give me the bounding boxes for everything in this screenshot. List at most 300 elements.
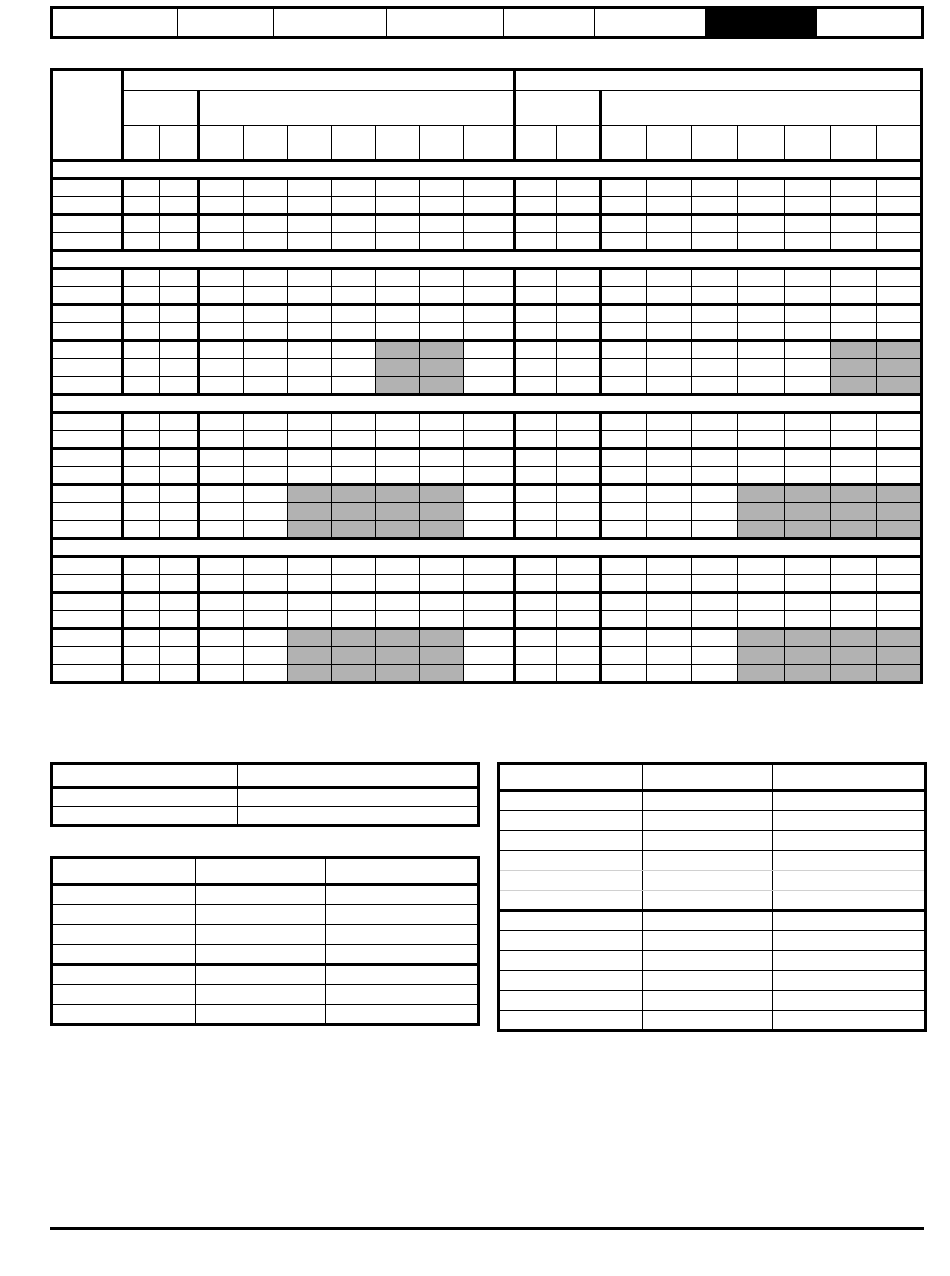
data-cell xyxy=(420,341,464,359)
data-cell xyxy=(420,593,464,611)
data-cell xyxy=(692,323,738,341)
data-cell xyxy=(738,575,785,593)
data-cell xyxy=(160,575,199,593)
data-cell xyxy=(464,431,514,449)
data-cell xyxy=(785,521,830,539)
data-cell xyxy=(830,377,876,395)
data-cell xyxy=(738,665,785,683)
data-cell xyxy=(556,503,600,521)
data-cell xyxy=(123,467,160,485)
table-cell xyxy=(52,1005,196,1025)
table-cell xyxy=(52,925,196,945)
data-cell xyxy=(243,305,287,323)
row-label-cell xyxy=(52,233,123,251)
table-header-cell xyxy=(499,764,643,791)
table-cell xyxy=(326,885,479,905)
data-cell xyxy=(785,611,830,629)
data-cell xyxy=(420,215,464,233)
row-label-cell xyxy=(52,305,123,323)
data-cell xyxy=(692,413,738,431)
data-cell xyxy=(464,233,514,251)
column-header xyxy=(600,126,646,161)
data-cell xyxy=(556,341,600,359)
row-label-cell xyxy=(52,503,123,521)
data-cell xyxy=(123,647,160,665)
data-cell xyxy=(160,233,199,251)
data-cell xyxy=(514,413,556,431)
data-cell xyxy=(692,431,738,449)
data-cell xyxy=(692,179,738,197)
data-cell xyxy=(556,305,600,323)
table-cell xyxy=(643,851,773,871)
table-cell xyxy=(643,931,773,951)
data-cell xyxy=(692,665,738,683)
data-cell xyxy=(646,629,691,647)
data-cell xyxy=(738,521,785,539)
data-cell xyxy=(464,359,514,377)
data-cell xyxy=(331,575,375,593)
data-cell xyxy=(199,431,243,449)
data-cell xyxy=(692,467,738,485)
data-cell xyxy=(785,431,830,449)
data-cell xyxy=(123,557,160,575)
data-cell xyxy=(160,611,199,629)
column-header xyxy=(243,126,287,161)
data-cell xyxy=(514,305,556,323)
table-cell xyxy=(499,991,643,1011)
data-cell xyxy=(738,305,785,323)
data-cell xyxy=(287,557,331,575)
data-cell xyxy=(514,467,556,485)
data-cell xyxy=(199,611,243,629)
data-cell xyxy=(376,611,420,629)
data-cell xyxy=(376,233,420,251)
data-cell xyxy=(600,521,646,539)
data-cell xyxy=(876,611,921,629)
data-cell xyxy=(376,269,420,287)
data-cell xyxy=(331,413,375,431)
data-cell xyxy=(600,197,646,215)
data-cell xyxy=(123,485,160,503)
data-cell xyxy=(376,305,420,323)
data-cell xyxy=(243,341,287,359)
data-cell xyxy=(830,269,876,287)
data-cell xyxy=(692,269,738,287)
data-cell xyxy=(331,233,375,251)
table-cell xyxy=(773,951,926,971)
column-header xyxy=(692,126,738,161)
data-cell xyxy=(738,341,785,359)
table-cell xyxy=(643,791,773,811)
data-cell xyxy=(876,593,921,611)
data-cell xyxy=(600,179,646,197)
data-cell xyxy=(464,215,514,233)
data-cell xyxy=(830,233,876,251)
column-header xyxy=(556,126,600,161)
header-tab-strip xyxy=(50,6,924,39)
data-cell xyxy=(646,449,691,467)
data-cell xyxy=(331,449,375,467)
data-cell xyxy=(420,647,464,665)
row-label-cell xyxy=(52,557,123,575)
data-cell xyxy=(876,179,921,197)
table-cell xyxy=(196,945,326,965)
table-cell xyxy=(52,905,196,925)
data-cell xyxy=(514,665,556,683)
data-cell xyxy=(556,611,600,629)
data-cell xyxy=(556,287,600,305)
data-cell xyxy=(199,377,243,395)
data-cell xyxy=(830,341,876,359)
data-cell xyxy=(600,647,646,665)
data-cell xyxy=(376,179,420,197)
data-cell xyxy=(600,593,646,611)
data-cell xyxy=(199,485,243,503)
data-cell xyxy=(420,557,464,575)
data-cell xyxy=(287,503,331,521)
data-cell xyxy=(420,233,464,251)
table-cell xyxy=(499,851,643,871)
table-cell xyxy=(643,991,773,1011)
data-cell xyxy=(376,413,420,431)
data-cell xyxy=(876,215,921,233)
data-cell xyxy=(785,341,830,359)
table-header-cell xyxy=(773,764,926,791)
data-cell xyxy=(600,611,646,629)
data-cell xyxy=(785,575,830,593)
data-cell xyxy=(199,269,243,287)
header-tab-1 xyxy=(53,9,178,36)
data-cell xyxy=(243,665,287,683)
data-cell xyxy=(785,233,830,251)
table-cell xyxy=(773,831,926,851)
data-cell xyxy=(738,503,785,521)
data-cell xyxy=(243,611,287,629)
data-cell xyxy=(287,215,331,233)
data-cell xyxy=(160,269,199,287)
data-cell xyxy=(738,449,785,467)
data-cell xyxy=(331,305,375,323)
table-cell xyxy=(326,965,479,985)
data-cell xyxy=(287,305,331,323)
data-cell xyxy=(464,449,514,467)
data-cell xyxy=(646,485,691,503)
data-cell xyxy=(646,611,691,629)
data-cell xyxy=(785,449,830,467)
data-cell xyxy=(514,575,556,593)
data-cell xyxy=(199,467,243,485)
data-cell xyxy=(692,629,738,647)
data-cell xyxy=(556,449,600,467)
data-cell xyxy=(556,431,600,449)
data-cell xyxy=(123,503,160,521)
data-cell xyxy=(830,647,876,665)
data-cell xyxy=(876,485,921,503)
data-cell xyxy=(692,575,738,593)
data-cell xyxy=(646,305,691,323)
data-cell xyxy=(830,575,876,593)
section-title-row xyxy=(52,395,922,413)
data-cell xyxy=(376,503,420,521)
data-cell xyxy=(556,197,600,215)
data-cell xyxy=(646,269,691,287)
data-cell xyxy=(692,287,738,305)
main-parameter-table xyxy=(50,68,923,684)
data-cell xyxy=(464,341,514,359)
data-cell xyxy=(376,557,420,575)
row-label-cell xyxy=(52,215,123,233)
data-cell xyxy=(600,629,646,647)
data-cell xyxy=(556,629,600,647)
data-cell xyxy=(123,629,160,647)
data-cell xyxy=(646,521,691,539)
data-cell xyxy=(830,503,876,521)
data-cell xyxy=(331,647,375,665)
data-cell xyxy=(287,611,331,629)
data-cell xyxy=(876,323,921,341)
data-cell xyxy=(876,431,921,449)
data-cell xyxy=(243,521,287,539)
data-cell xyxy=(331,503,375,521)
subgroup-title xyxy=(600,91,921,126)
data-cell xyxy=(160,359,199,377)
data-cell xyxy=(123,233,160,251)
data-cell xyxy=(243,575,287,593)
data-cell xyxy=(243,467,287,485)
data-cell xyxy=(123,575,160,593)
data-cell xyxy=(287,287,331,305)
data-cell xyxy=(646,377,691,395)
data-cell xyxy=(160,593,199,611)
table-cell xyxy=(196,965,326,985)
column-header xyxy=(199,126,243,161)
data-cell xyxy=(600,557,646,575)
data-cell xyxy=(199,413,243,431)
data-cell xyxy=(160,341,199,359)
data-cell xyxy=(830,413,876,431)
table-cell xyxy=(773,1011,926,1031)
data-cell xyxy=(830,179,876,197)
data-cell xyxy=(123,287,160,305)
table-cell xyxy=(643,891,773,911)
data-cell xyxy=(287,467,331,485)
data-cell xyxy=(243,647,287,665)
data-cell xyxy=(738,629,785,647)
data-cell xyxy=(287,431,331,449)
data-cell xyxy=(243,449,287,467)
data-cell xyxy=(464,287,514,305)
data-cell xyxy=(876,467,921,485)
data-cell xyxy=(738,287,785,305)
data-cell xyxy=(600,305,646,323)
data-cell xyxy=(243,233,287,251)
data-cell xyxy=(123,431,160,449)
data-cell xyxy=(830,215,876,233)
data-cell xyxy=(160,413,199,431)
data-cell xyxy=(514,431,556,449)
data-cell xyxy=(376,629,420,647)
data-cell xyxy=(738,593,785,611)
data-cell xyxy=(331,467,375,485)
data-cell xyxy=(600,449,646,467)
data-cell xyxy=(514,611,556,629)
table-cell xyxy=(238,807,479,826)
data-cell xyxy=(420,413,464,431)
table-cell xyxy=(196,925,326,945)
data-cell xyxy=(514,287,556,305)
data-cell xyxy=(876,233,921,251)
data-cell xyxy=(376,449,420,467)
group-title xyxy=(123,70,514,91)
table-cell xyxy=(643,951,773,971)
table-cell xyxy=(773,971,926,991)
data-cell xyxy=(830,431,876,449)
row-label-cell xyxy=(52,323,123,341)
data-cell xyxy=(287,485,331,503)
data-cell xyxy=(785,377,830,395)
data-cell xyxy=(646,197,691,215)
table-cell xyxy=(52,945,196,965)
data-cell xyxy=(738,611,785,629)
table-cell xyxy=(643,1011,773,1031)
data-cell xyxy=(287,179,331,197)
data-cell xyxy=(830,287,876,305)
data-cell xyxy=(331,431,375,449)
data-cell xyxy=(600,503,646,521)
data-cell xyxy=(160,485,199,503)
data-cell xyxy=(123,665,160,683)
table-cell xyxy=(773,791,926,811)
data-cell xyxy=(556,593,600,611)
data-cell xyxy=(243,359,287,377)
data-cell xyxy=(830,665,876,683)
data-cell xyxy=(785,593,830,611)
data-cell xyxy=(199,647,243,665)
data-cell xyxy=(692,521,738,539)
data-cell xyxy=(420,269,464,287)
data-cell xyxy=(123,377,160,395)
data-cell xyxy=(123,269,160,287)
data-cell xyxy=(420,323,464,341)
data-cell xyxy=(514,503,556,521)
data-cell xyxy=(331,521,375,539)
section-title-row xyxy=(52,161,922,179)
data-cell xyxy=(556,323,600,341)
data-cell xyxy=(600,467,646,485)
data-cell xyxy=(600,431,646,449)
table-cell xyxy=(499,811,643,831)
data-cell xyxy=(331,179,375,197)
data-cell xyxy=(646,647,691,665)
data-cell xyxy=(160,449,199,467)
data-cell xyxy=(785,629,830,647)
column-header xyxy=(514,126,556,161)
row-label-cell xyxy=(52,179,123,197)
data-cell xyxy=(160,377,199,395)
data-cell xyxy=(331,287,375,305)
data-cell xyxy=(646,503,691,521)
data-cell xyxy=(331,377,375,395)
data-cell xyxy=(785,197,830,215)
column-header xyxy=(287,126,331,161)
data-cell xyxy=(514,647,556,665)
data-cell xyxy=(464,575,514,593)
table-cell xyxy=(326,905,479,925)
data-cell xyxy=(464,413,514,431)
data-cell xyxy=(738,485,785,503)
data-cell xyxy=(420,665,464,683)
data-cell xyxy=(738,197,785,215)
data-cell xyxy=(692,197,738,215)
data-cell xyxy=(830,629,876,647)
data-cell xyxy=(464,323,514,341)
data-cell xyxy=(876,521,921,539)
data-cell xyxy=(160,647,199,665)
data-cell xyxy=(376,287,420,305)
data-cell xyxy=(160,629,199,647)
data-cell xyxy=(514,359,556,377)
data-cell xyxy=(123,413,160,431)
data-cell xyxy=(692,557,738,575)
data-cell xyxy=(464,611,514,629)
data-cell xyxy=(514,521,556,539)
table-cell xyxy=(643,811,773,831)
data-cell xyxy=(646,431,691,449)
data-cell xyxy=(738,269,785,287)
data-cell xyxy=(376,377,420,395)
data-cell xyxy=(287,575,331,593)
data-cell xyxy=(876,557,921,575)
section-title-row xyxy=(52,251,922,269)
data-cell xyxy=(785,557,830,575)
table-cell xyxy=(499,931,643,951)
data-cell xyxy=(464,179,514,197)
data-cell xyxy=(160,323,199,341)
data-cell xyxy=(464,305,514,323)
data-cell xyxy=(785,485,830,503)
data-cell xyxy=(287,269,331,287)
data-cell xyxy=(287,377,331,395)
data-cell xyxy=(287,647,331,665)
data-cell xyxy=(420,449,464,467)
row-label-cell xyxy=(52,467,123,485)
column-header xyxy=(376,126,420,161)
data-cell xyxy=(876,197,921,215)
data-cell xyxy=(464,467,514,485)
data-cell xyxy=(646,287,691,305)
data-cell xyxy=(600,359,646,377)
data-cell xyxy=(556,269,600,287)
data-cell xyxy=(160,665,199,683)
data-cell xyxy=(243,629,287,647)
data-cell xyxy=(123,179,160,197)
data-cell xyxy=(876,305,921,323)
data-cell xyxy=(331,629,375,647)
data-cell xyxy=(464,503,514,521)
data-cell xyxy=(243,179,287,197)
row-label-cell xyxy=(52,377,123,395)
table-cell xyxy=(773,851,926,871)
data-cell xyxy=(420,197,464,215)
data-cell xyxy=(785,467,830,485)
table-cell xyxy=(52,885,196,905)
data-cell xyxy=(123,323,160,341)
footer-rule xyxy=(50,1227,924,1230)
data-cell xyxy=(556,413,600,431)
header-tab-7-active xyxy=(706,9,817,36)
data-cell xyxy=(692,611,738,629)
data-cell xyxy=(876,359,921,377)
